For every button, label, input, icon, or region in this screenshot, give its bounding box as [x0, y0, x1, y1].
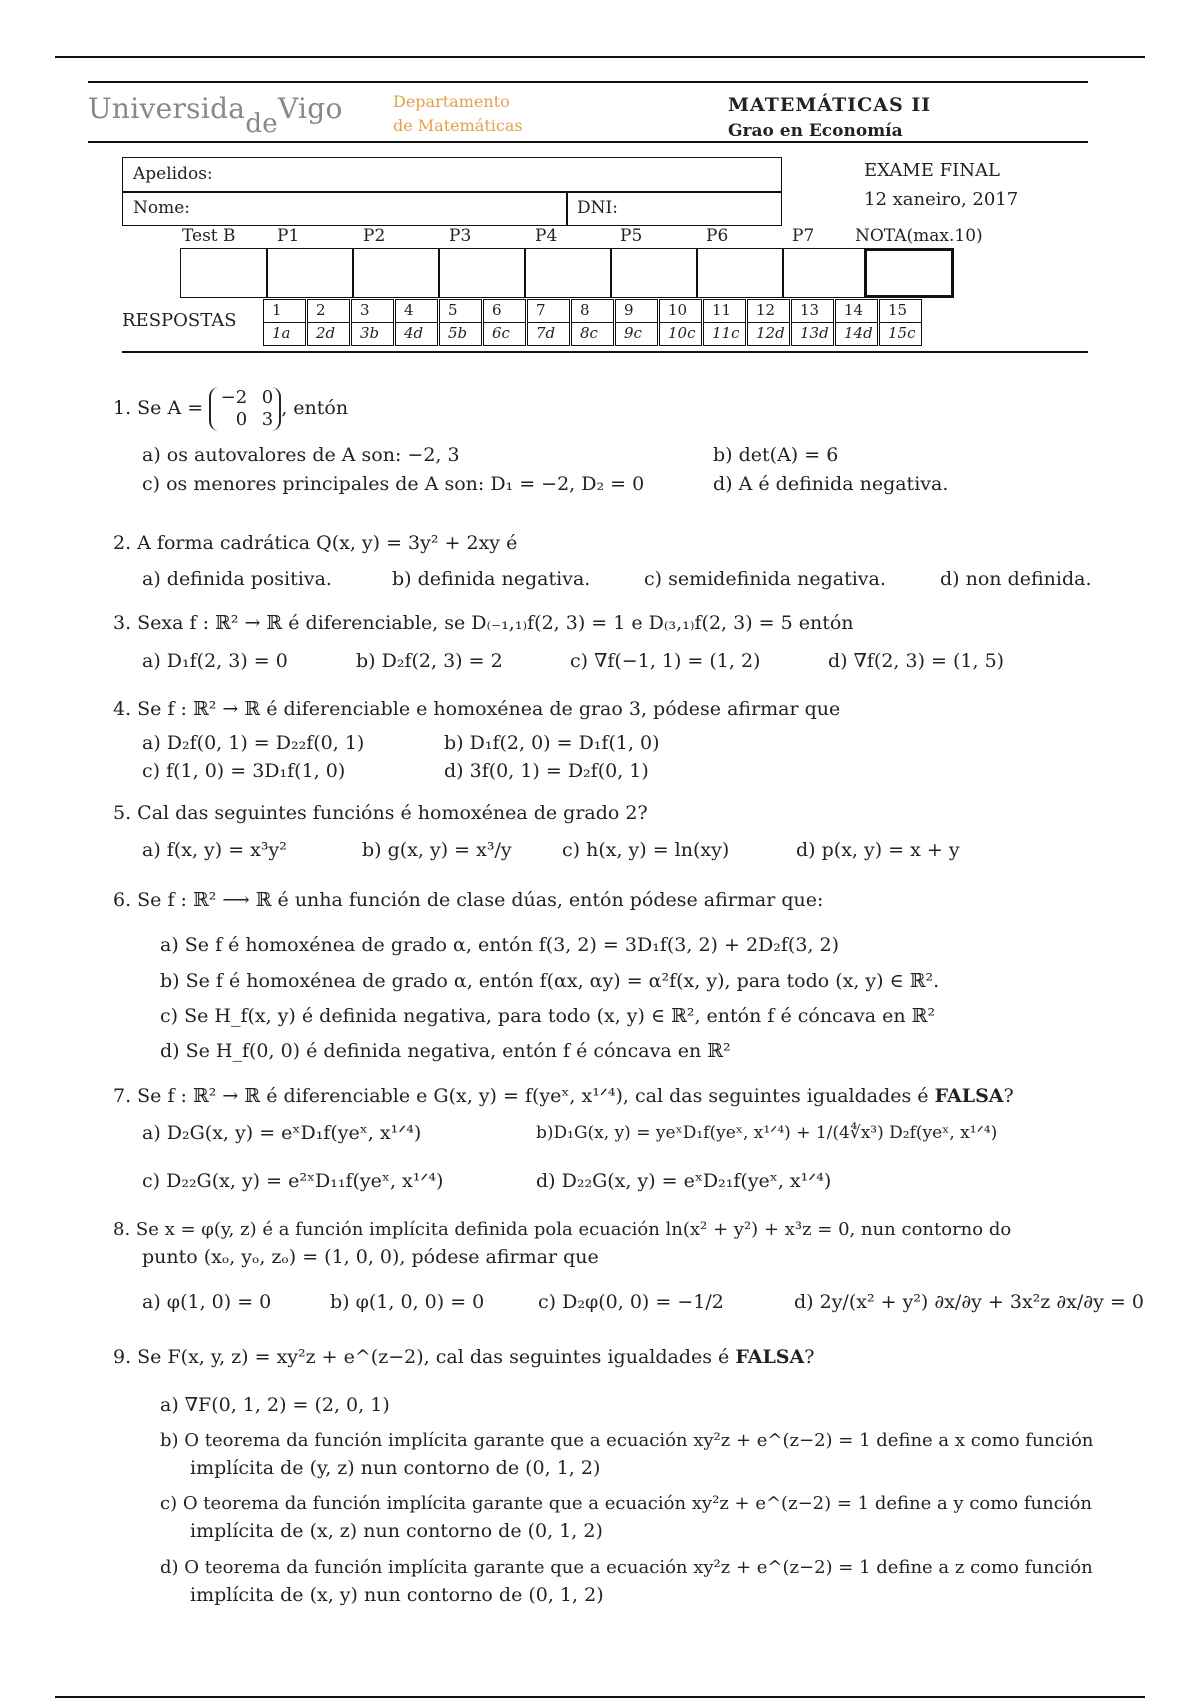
q3-option-a[interactable]: a) D₁f(2, 3) = 0: [142, 650, 288, 672]
grade-box-p4[interactable]: [524, 248, 612, 298]
q9-stem-post: ?: [804, 1346, 815, 1368]
q8-option-c[interactable]: c) D₂φ(0, 0) = −1/2: [538, 1291, 724, 1313]
question-3-stem: 3. Sexa f : ℝ² → ℝ é diferenciable, se D₍₋₁,₁₎f(2, 3) = 1 e D₍₃,₁₎f(2, 3) = 5 entón: [113, 612, 854, 634]
q2-option-b[interactable]: b) definida negativa.: [392, 568, 591, 590]
grade-box-p2[interactable]: [352, 248, 440, 298]
grade-header-p6: P6: [706, 226, 729, 246]
grade-header-p3: P3: [449, 226, 472, 246]
logo-text-1: Universida: [88, 92, 246, 125]
answer-value[interactable]: 2d: [307, 322, 350, 346]
q5-option-b[interactable]: b) g(x, y) = x³/y: [362, 839, 512, 861]
q2-option-d[interactable]: d) non definida.: [940, 568, 1092, 590]
answer-number: 15: [879, 299, 922, 323]
logo-text-2: de: [245, 109, 278, 139]
course-subtitle: Grao en Economía: [728, 121, 903, 141]
header-top-rule: [88, 81, 1088, 83]
grade-header-nota: NOTA(max.10): [855, 226, 983, 246]
answer-value[interactable]: 9c: [615, 322, 658, 346]
q6-option-b[interactable]: b) Se f é homoxénea de grado α, entón f(αx, αy) = α²f(x, y), para todo (x, y) ∈ ℝ².: [160, 970, 940, 992]
q1-option-c[interactable]: c) os menores principales de A son: D₁ = −2, D₂ = 0: [142, 473, 645, 495]
answer-value[interactable]: 6c: [483, 322, 526, 346]
answer-number: 6: [483, 299, 526, 323]
answer-value[interactable]: 1a: [263, 322, 306, 346]
dept-line-1: Departamento: [393, 92, 510, 111]
exam-date: 12 xaneiro, 2017: [864, 189, 1019, 210]
answer-number: 4: [395, 299, 438, 323]
q9-stem-text: 9. Se F(x, y, z) = xy²z + e^(z−2), cal das seguintes igualdades é: [113, 1346, 736, 1368]
q2-option-c[interactable]: c) semidefinida negativa.: [644, 568, 886, 590]
answer-number: 12: [747, 299, 790, 323]
q1-m22: 3: [261, 409, 274, 430]
q9-option-c[interactable]: c) O teorema da función implícita garante que a ecuación xy²z + e^(z−2) = 1 define a y como función: [160, 1493, 1092, 1514]
q1-stem-post: , entón: [281, 397, 349, 419]
q7-option-c[interactable]: c) D₂₂G(x, y) = e²ˣD₁₁f(yeˣ, x¹ᐟ⁴): [142, 1170, 444, 1192]
grade-box-nota[interactable]: [864, 248, 954, 298]
question-1-stem: [113, 387, 348, 431]
q1-stem-text: 1. Se A =: [113, 397, 210, 419]
q9-option-d[interactable]: d) O teorema da función implícita garante que a ecuación xy²z + e^(z−2) = 1 define a z como función: [160, 1557, 1093, 1578]
question-9-stem: [113, 1344, 814, 1370]
answer-value[interactable]: 14d: [835, 322, 878, 346]
name-field[interactable]: [122, 191, 568, 226]
grade-header-p7: P7: [792, 226, 815, 246]
answer-number: 3: [351, 299, 394, 323]
answers-label: RESPOSTAS: [122, 310, 237, 331]
q4-option-d[interactable]: d) 3f(0, 1) = D₂f(0, 1): [444, 760, 649, 782]
answer-number: 5: [439, 299, 482, 323]
q4-option-c[interactable]: c) f(1, 0) = 3D₁f(1, 0): [142, 760, 346, 782]
dni-label: DNI:: [577, 198, 618, 218]
answer-number: 8: [571, 299, 614, 323]
q7-stem-bold: FALSA: [934, 1085, 1004, 1107]
dept-line-2: de Matemáticas: [393, 116, 523, 135]
page-bottom-rule: [55, 1696, 1145, 1698]
university-logo: [88, 92, 343, 139]
answer-value[interactable]: 4d: [395, 322, 438, 346]
q3-option-b[interactable]: b) D₂f(2, 3) = 2: [356, 650, 503, 672]
question-8-stem-line1: 8. Se x = φ(y, z) é a función implícita definida pola ecuación ln(x² + y²) + x³z = 0, nun contorno do: [113, 1219, 1012, 1240]
answer-value[interactable]: 10c: [659, 322, 702, 346]
logo-text-3: Vigo: [277, 92, 343, 125]
question-6-stem: 6. Se f : ℝ² ⟶ ℝ é unha función de clase dúas, entón pódese afirmar que:: [113, 889, 824, 911]
q8-option-b[interactable]: b) φ(1, 0, 0) = 0: [330, 1291, 485, 1313]
q3-option-d[interactable]: d) ∇f(2, 3) = (1, 5): [828, 650, 1005, 672]
q9-option-d-cont: implícita de (x, y) nun contorno de (0, 1, 2): [190, 1584, 604, 1606]
answer-number: 9: [615, 299, 658, 323]
grade-header-p2: P2: [363, 226, 386, 246]
grade-header-p5: P5: [620, 226, 643, 246]
name-label: Nome:: [133, 198, 191, 218]
grade-box-p3[interactable]: [438, 248, 526, 298]
course-heading: [728, 92, 931, 144]
q9-option-b-cont: implícita de (y, z) nun contorno de (0, 1, 2): [190, 1457, 601, 1479]
q6-option-a[interactable]: a) Se f é homoxénea de grado α, entón f(3, 2) = 3D₁f(3, 2) + 2D₂f(3, 2): [160, 934, 839, 956]
q7-option-d[interactable]: d) D₂₂G(x, y) = eˣD₂₁f(yeˣ, x¹ᐟ⁴): [536, 1170, 832, 1192]
question-5-stem: 5. Cal das seguintes funcións é homoxénea de grado 2?: [113, 802, 648, 824]
answers-bottom-rule: [122, 351, 1088, 353]
answer-value[interactable]: 11c: [703, 322, 746, 346]
q6-option-c[interactable]: c) Se H_f(x, y) é definida negativa, para todo (x, y) ∈ ℝ², entón f é cóncava en ℝ²: [160, 1005, 936, 1027]
question-2-stem: 2. A forma cadrática Q(x, y) = 3y² + 2xy é: [113, 532, 518, 554]
answer-number: 13: [791, 299, 834, 323]
answer-value[interactable]: 12d: [747, 322, 790, 346]
q1-m11: −2: [220, 387, 248, 408]
answer-number: 1: [263, 299, 306, 323]
answer-number: 11: [703, 299, 746, 323]
q7-option-a[interactable]: a) D₂G(x, y) = eˣD₁f(yeˣ, x¹ᐟ⁴): [142, 1122, 422, 1144]
question-4-stem: 4. Se f : ℝ² → ℝ é diferenciable e homoxénea de grao 3, pódese afirmar que: [113, 698, 841, 720]
q5-option-d[interactable]: d) p(x, y) = x + y: [796, 839, 960, 861]
header-bottom-rule: [88, 141, 1088, 143]
surname-field[interactable]: [122, 157, 782, 193]
answer-value[interactable]: 3b: [351, 322, 394, 346]
q1-option-a[interactable]: a) os autovalores de A son: −2, 3: [142, 444, 460, 466]
department-name: [393, 90, 523, 138]
page-top-rule: [55, 56, 1145, 58]
answer-number: 7: [527, 299, 570, 323]
grade-box-p7[interactable]: [782, 248, 866, 298]
q9-option-a[interactable]: a) ∇F(0, 1, 2) = (2, 0, 1): [160, 1394, 390, 1416]
q5-option-a[interactable]: a) f(x, y) = x³y²: [142, 839, 287, 861]
answer-number: 2: [307, 299, 350, 323]
surname-label: Apelidos:: [133, 164, 213, 184]
grade-header-test: Test B: [182, 226, 236, 246]
question-8-stem-line2: punto (xₒ, yₒ, zₒ) = (1, 0, 0), pódese afirmar que: [142, 1246, 599, 1268]
answer-value[interactable]: 7d: [527, 322, 570, 346]
q1-m21: 0: [235, 409, 248, 430]
q1-option-d[interactable]: d) A é definida negativa.: [713, 473, 949, 495]
answer-value[interactable]: 8c: [571, 322, 614, 346]
grade-header-p1: P1: [277, 226, 300, 246]
q8-option-d[interactable]: d) 2y/(x² + y²) ∂x/∂y + 3x²z ∂x/∂y = 0: [794, 1291, 1144, 1313]
q7-stem-text: 7. Se f : ℝ² → ℝ é diferenciable e G(x, y) = f(yeˣ, x¹ᐟ⁴), cal das seguintes igualdades é: [113, 1085, 935, 1107]
q5-option-c[interactable]: c) h(x, y) = ln(xy): [562, 839, 730, 861]
q9-stem-bold: FALSA: [735, 1346, 805, 1368]
q9-option-b[interactable]: b) O teorema da función implícita garante que a ecuación xy²z + e^(z−2) = 1 define a x como función: [160, 1430, 1094, 1451]
q6-option-d[interactable]: d) Se H_f(0, 0) é definida negativa, entón f é cóncava en ℝ²: [160, 1040, 731, 1062]
q4-option-b[interactable]: b) D₁f(2, 0) = D₁f(1, 0): [444, 732, 660, 754]
q4-option-a[interactable]: a) D₂f(0, 1) = D₂₂f(0, 1): [142, 732, 365, 754]
q7-option-b[interactable]: b)D₁G(x, y) = yeˣD₁f(yeˣ, x¹ᐟ⁴) + 1/(4∜x³) D₂f(yeˣ, x¹ᐟ⁴): [536, 1123, 998, 1143]
answer-value[interactable]: 13d: [791, 322, 834, 346]
course-title: MATEMÁTICAS II: [728, 94, 932, 116]
q8-option-a[interactable]: a) φ(1, 0) = 0: [142, 1291, 272, 1313]
q1-m12: 0: [261, 387, 274, 408]
q1-option-b[interactable]: b) det(A) = 6: [713, 444, 839, 466]
q3-option-c[interactable]: c) ∇f(−1, 1) = (1, 2): [570, 650, 761, 672]
grade-box-p6[interactable]: [696, 248, 784, 298]
q9-option-c-cont: implícita de (x, z) nun contorno de (0, 1, 2): [190, 1520, 603, 1542]
answer-value[interactable]: 5b: [439, 322, 482, 346]
exam-info: [864, 156, 1018, 214]
answer-number: 14: [835, 299, 878, 323]
answer-number: 10: [659, 299, 702, 323]
grade-header-p4: P4: [535, 226, 558, 246]
grade-box-test[interactable]: [180, 248, 268, 298]
answer-value[interactable]: 15c: [879, 322, 922, 346]
grade-box-p1[interactable]: [266, 248, 354, 298]
grade-box-p5[interactable]: [610, 248, 698, 298]
q2-option-a[interactable]: a) definida positiva.: [142, 568, 332, 590]
dni-field[interactable]: [566, 191, 782, 226]
q1-matrix: [209, 387, 281, 431]
q7-stem-post: ?: [1003, 1085, 1014, 1107]
exam-title: EXAME FINAL: [864, 160, 1000, 181]
question-7-stem: [113, 1083, 1014, 1109]
